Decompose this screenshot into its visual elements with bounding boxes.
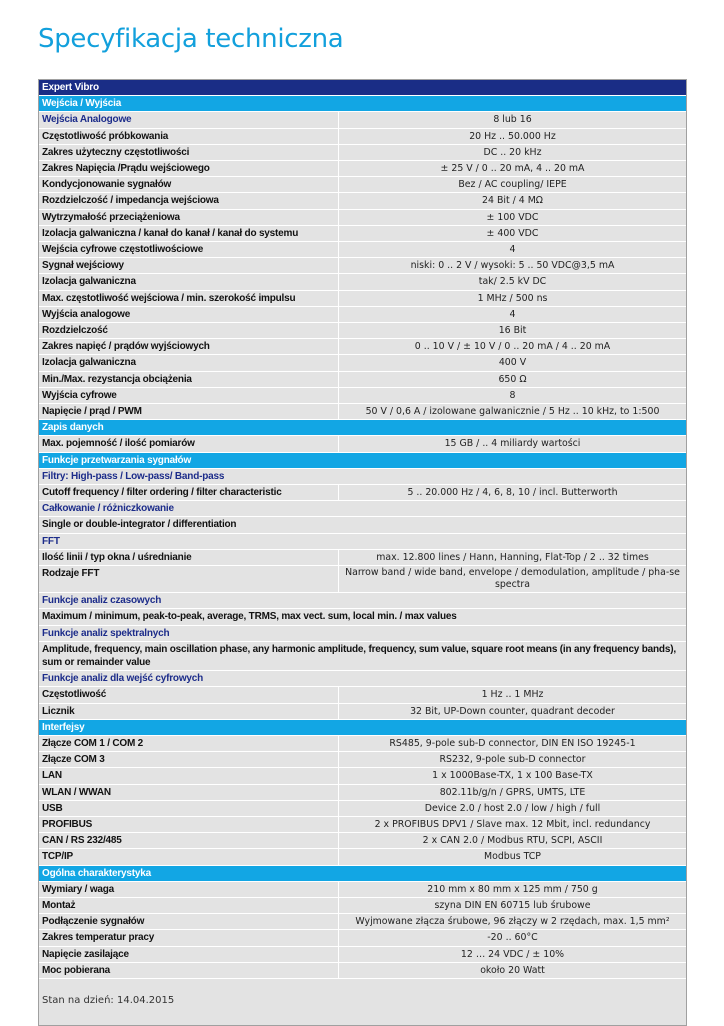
spec-value: ± 400 VDC [338, 226, 686, 241]
spec-value: szyna DIN EN 60715 lub śrubowe [338, 898, 686, 913]
spec-value: 1 x 1000Base-TX, 1 x 100 Base-TX [338, 768, 686, 783]
spec-label: Wejścia Analogowe [42, 114, 132, 126]
spec-label: Funkcje analiz czasowych [42, 595, 162, 607]
spec-value: 2 x PROFIBUS DPV1 / Slave max. 12 Mbit, incl. redundancy [338, 817, 686, 832]
spec-row [39, 355, 686, 371]
spec-label: Wymiary / waga [42, 883, 115, 895]
spec-value: Bez / AC coupling/ IEPE [338, 177, 686, 192]
page-title: Specyfikacja techniczna [38, 24, 344, 54]
spec-label: Maximum / minimum, peak-to-peak, average, TRMS, max vect. sum, local min. / max values [42, 611, 457, 623]
spec-value: 2 x CAN 2.0 / Modbus RTU, SCPI, ASCII [338, 833, 686, 848]
spec-row [39, 436, 686, 452]
spec-label: Izolacja galwaniczna [42, 276, 136, 288]
spec-row [39, 768, 686, 784]
spec-label: Podłączenie sygnałów [42, 916, 145, 928]
spec-value: Device 2.0 / host 2.0 / low / high / full [338, 801, 686, 816]
spec-row [39, 963, 686, 979]
spec-label: Zakres Napięcia /Prądu wejściowego [42, 163, 210, 175]
spec-row [39, 258, 686, 274]
spec-value: 12 … 24 VDC / ± 10% [338, 947, 686, 962]
spec-label: Rozdzielczość [42, 325, 108, 337]
spec-row [39, 752, 686, 768]
section-header [39, 866, 686, 882]
date-note: Stan na dzień: 14.04.2015 [42, 994, 175, 1006]
spec-row [39, 914, 686, 930]
spec-label: PROFIBUS [42, 818, 93, 830]
spec-value: 15 GB / .. 4 miliardy wartości [338, 436, 686, 451]
spec-value: 210 mm x 80 mm x 125 mm / 750 g [338, 882, 686, 897]
spec-value: DC .. 20 kHz [338, 145, 686, 160]
subsection-header [39, 593, 686, 609]
spec-value: 16 Bit [338, 323, 686, 338]
subsection-header [39, 534, 686, 550]
section-header [39, 96, 686, 112]
spec-row [39, 785, 686, 801]
spec-row [39, 161, 686, 177]
spec-row [39, 833, 686, 849]
spec-value: około 20 Watt [338, 963, 686, 978]
spec-value: 50 V / 0,6 A / izolowane galwanicznie / 5 Hz .. 10 kHz, to 1:500 [338, 404, 686, 419]
spec-label: Interfejsy [42, 721, 85, 733]
spec-row [39, 687, 686, 703]
subsection-header [39, 112, 686, 128]
spec-label: Montaż [42, 899, 76, 911]
spec-row [39, 947, 686, 963]
spec-value: ± 25 V / 0 .. 20 mA, 4 .. 20 mA [338, 161, 686, 176]
spec-label: Izolacja galwaniczna / kanał do kanał / kanał do systemu [42, 227, 299, 239]
spec-value: 8 lub 16 [338, 112, 686, 127]
spec-label: TCP/IP [42, 851, 74, 863]
spec-label: Kondycjonowanie sygnałów [42, 179, 172, 191]
spec-label: Max. pojemność / ilość pomiarów [42, 438, 195, 450]
spec-row [39, 339, 686, 355]
spec-label: Funkcje analiz dla wejść cyfrowych [42, 673, 204, 685]
spec-label: Funkcje przetwarzania sygnałów [42, 454, 192, 466]
spec-value: max. 12.800 lines / Hann, Hanning, Flat-Top / 2 .. 32 times [338, 550, 686, 565]
spec-row [39, 242, 686, 258]
spec-label: Częstotliwość [42, 689, 107, 701]
subsection-header [39, 626, 686, 642]
spec-label: Zakres temperatur pracy [42, 932, 155, 944]
spec-value: tak/ 2.5 kV DC [338, 274, 686, 289]
spec-value: 1 Hz .. 1 MHz [338, 687, 686, 702]
spec-value: 802.11b/g/n / GPRS, UMTS, LTE [338, 785, 686, 800]
spec-label: Rodzaje FFT [42, 568, 100, 580]
spec-label: Złącze COM 1 / COM 2 [42, 737, 144, 749]
spec-row [39, 485, 686, 501]
spec-value: niski: 0 .. 2 V / wysoki: 5 .. 50 VDC@3,5 mA [338, 258, 686, 273]
section-header [39, 453, 686, 469]
spec-row [39, 388, 686, 404]
spec-label: Napięcie zasilające [42, 948, 129, 960]
spec-table [38, 79, 687, 1026]
spec-row [39, 817, 686, 833]
spec-label: Wyjścia analogowe [42, 308, 131, 320]
section-header [39, 720, 686, 736]
spec-label: Cutoff frequency / filter ordering / filter characteristic [42, 487, 282, 499]
spec-value: 5 .. 20.000 Hz / 4, 6, 8, 10 / incl. Butterworth [338, 485, 686, 500]
spec-label: Wejścia / Wyjścia [42, 98, 122, 110]
spec-label: LAN [42, 770, 62, 782]
spec-value: 1 MHz / 500 ns [338, 291, 686, 306]
spec-label: Wytrzymałość przeciążeniowa [42, 211, 180, 223]
spec-value: Wyjmowane złącza śrubowe, 96 złączy w 2 rzędach, max. 1,5 mm² [338, 914, 686, 929]
spec-row [39, 372, 686, 388]
spec-rows [39, 80, 686, 979]
spec-label: Złącze COM 3 [42, 754, 105, 766]
spec-row [39, 736, 686, 752]
spec-value: 400 V [338, 355, 686, 370]
spec-label: Moc pobierana [42, 964, 110, 976]
spec-value: RS485, 9-pole sub-D connector, DIN EN ISO 19245-1 [338, 736, 686, 751]
spec-row [39, 930, 686, 946]
spec-label: Amplitude, frequency, main oscillation phase, any harmonic amplitude, frequency, sum value, square root means (in any frequency bands), sum or remainder value [42, 643, 676, 668]
spec-label: Funkcje analiz spektralnych [42, 627, 170, 639]
spec-row [39, 550, 686, 566]
spec-value: 8 [338, 388, 686, 403]
spec-row [39, 193, 686, 209]
spec-label: Wyjścia cyfrowe [42, 389, 117, 401]
spec-row [39, 129, 686, 145]
spec-value: Narrow band / wide band, envelope / demodulation, amplitude / pha-se spectra [338, 566, 686, 592]
spec-row [39, 226, 686, 242]
spec-label: Zapis danych [42, 422, 104, 434]
spec-label: Sygnał wejściowy [42, 260, 124, 272]
spec-label: Min./Max. rezystancja obciążenia [42, 373, 192, 385]
spec-value: RS232, 9-pole sub-D connector [338, 752, 686, 767]
spec-row [39, 801, 686, 817]
spec-label: Single or double-integrator / differentiation [42, 519, 237, 531]
spec-label: Całkowanie / różniczkowanie [42, 503, 174, 515]
spec-row [39, 566, 686, 593]
subsection-header [39, 671, 686, 687]
spec-value: 650 Ω [338, 372, 686, 387]
spec-row [39, 177, 686, 193]
spec-row [39, 849, 686, 865]
subsection-header [39, 501, 686, 517]
spec-value: Modbus TCP [338, 849, 686, 864]
spec-row [39, 323, 686, 339]
spec-label: Expert Vibro [42, 82, 99, 93]
spec-value: 0 .. 10 V / ± 10 V / 0 .. 20 mA / 4 .. 20 mA [338, 339, 686, 354]
spec-row [39, 307, 686, 323]
section-header [39, 420, 686, 436]
spec-row [39, 882, 686, 898]
spec-value: 32 Bit, UP-Down counter, quadrant decoder [338, 704, 686, 719]
spec-label: Zakres napięć / prądów wyjściowych [42, 341, 210, 353]
spec-label: Zakres użyteczny częstotliwości [42, 146, 190, 158]
subsection-header [39, 469, 686, 485]
spec-row [39, 145, 686, 161]
spec-row [39, 609, 686, 625]
spec-value: ± 100 VDC [338, 210, 686, 225]
spec-label: WLAN / WWAN [42, 786, 111, 798]
spec-value: 20 Hz .. 50.000 Hz [338, 129, 686, 144]
spec-row [39, 274, 686, 290]
spec-row [39, 704, 686, 720]
spec-row [39, 517, 686, 533]
spec-label: Częstotliwość próbkowania [42, 130, 169, 142]
spec-label: Wejścia cyfrowe częstotliwościowe [42, 244, 204, 256]
spec-label: CAN / RS 232/485 [42, 835, 122, 847]
spec-row [39, 210, 686, 226]
spec-value: 24 Bit / 4 MΩ [338, 193, 686, 208]
spec-label: FFT [42, 535, 60, 547]
spec-label: USB [42, 802, 63, 814]
spec-row [39, 291, 686, 307]
spec-label: Rozdzielczość / impedancja wejściowa [42, 195, 219, 207]
spec-row [39, 898, 686, 914]
spec-label: Ilość linii / typ okna / uśrednianie [42, 551, 192, 563]
table-title-row [39, 80, 686, 96]
spec-value: -20 .. 60°C [338, 930, 686, 945]
spec-label: Max. częstotliwość wejściowa / min. szerokość impulsu [42, 292, 296, 304]
spec-value: 4 [338, 307, 686, 322]
spec-row [39, 404, 686, 420]
spec-label: Napięcie / prąd / PWM [42, 406, 142, 418]
spec-label: Ogólna charakterystyka [42, 867, 151, 879]
spec-value: 4 [338, 242, 686, 257]
spec-label: Licznik [42, 705, 75, 717]
spec-label: Izolacja galwaniczna [42, 357, 136, 369]
spec-label: Filtry: High-pass / Low-pass/ Band-pass [42, 470, 225, 482]
spec-row [39, 642, 686, 671]
